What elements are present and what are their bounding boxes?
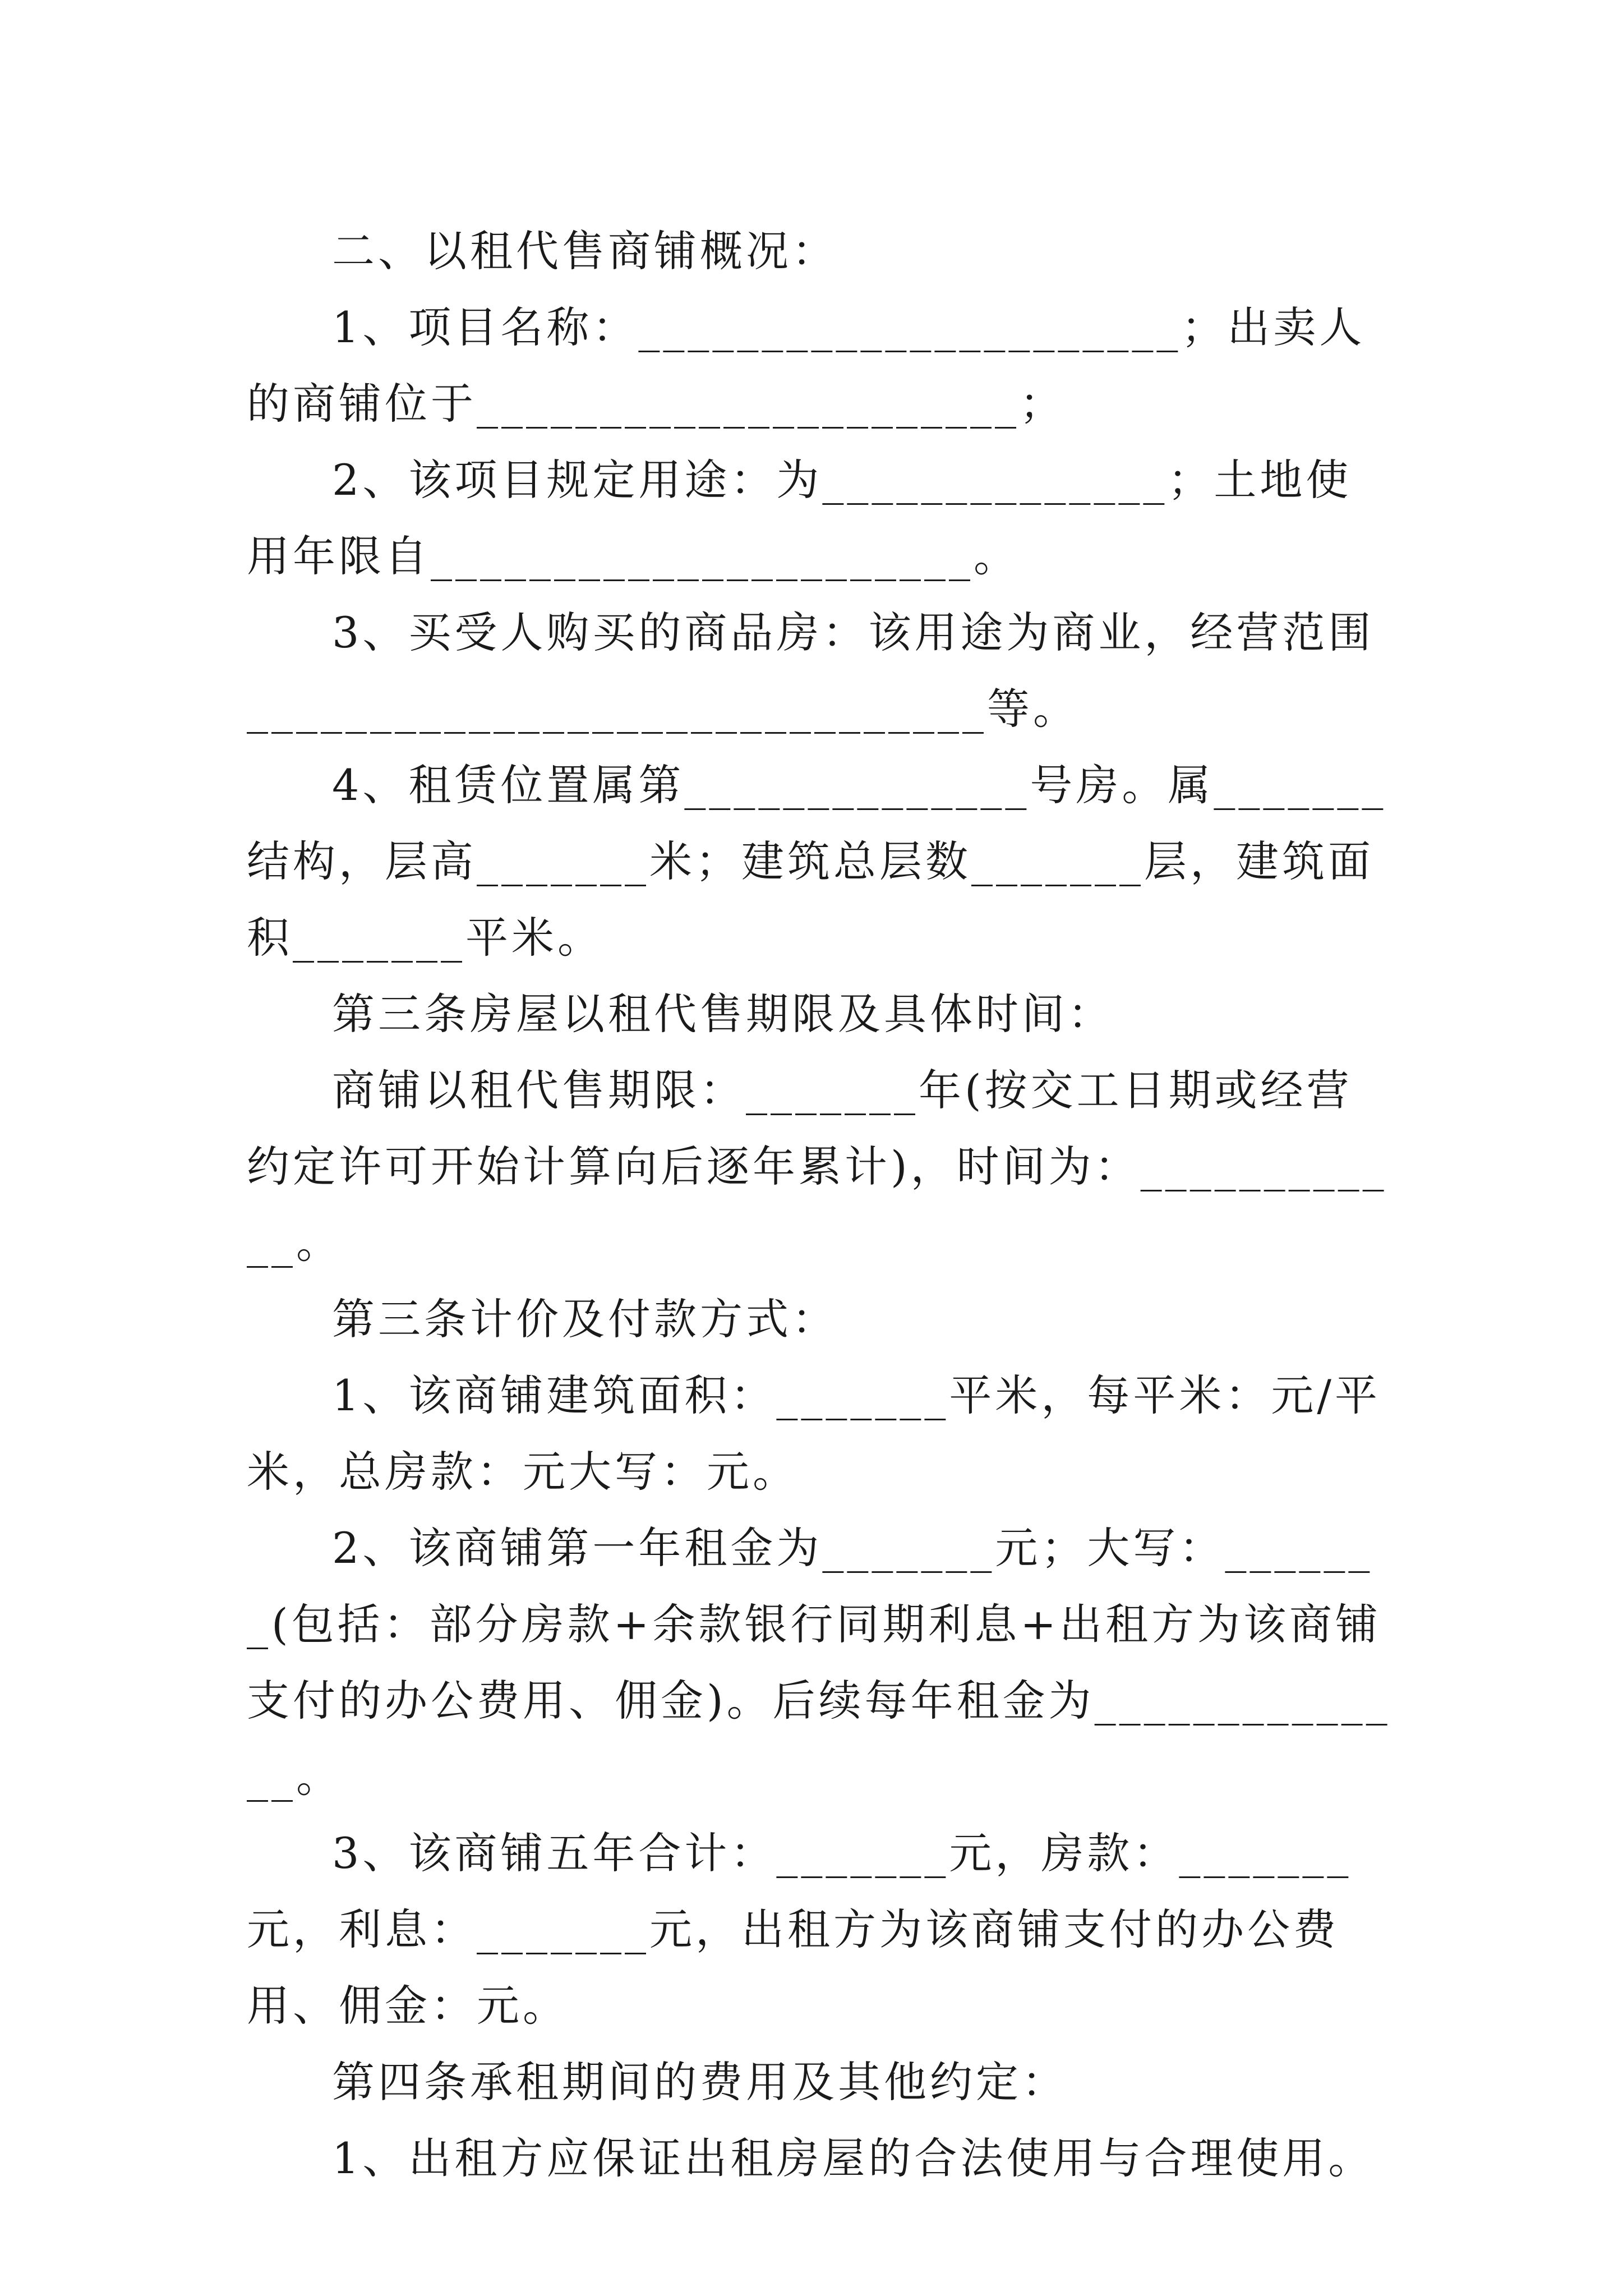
- paragraph-project-use: 2、该项目规定用途：为______________；土地使用年限自______________________。: [247, 455, 1352, 581]
- paragraph-lease-location: 4、租赁位置属第______________号房。属_______结构，层高_______米；建筑总层数_______层，建筑面积_______平米。: [247, 760, 1387, 963]
- paragraph-five-year-total: 3、该商铺五年合计：_______元，房款：_______元，利息：_______元，出租方为该商铺支付的办公费用、佣金：元。: [247, 1828, 1352, 2031]
- document-body: [247, 213, 1391, 2197]
- paragraph-lessor-guarantee: 1、出租方应保证出租房屋的合法使用与合理使用。: [332, 2133, 1375, 2183]
- paragraph-first-year-rent: 2、该商铺第一年租金为_______元；大写：_______(包括：部分房款+余款银行同期利息+出租方为该商铺支付的办公费用、佣金)。后续每年租金为______________。: [247, 1523, 1391, 1802]
- section-heading-shop-overview: 二、以租代售商铺概况：: [332, 226, 838, 276]
- section-heading-pricing: 第三条计价及付款方式：: [332, 1294, 838, 1344]
- paragraph-floor-area-price: 1、该商铺建筑面积：_______平米，每平米：元/平米，总房款：元大写：元。: [247, 1370, 1381, 1497]
- section-heading-fees: 第四条承租期间的费用及其他约定：: [332, 2057, 1068, 2107]
- paragraph-project-name: 1、项目名称：______________________；出卖人的商铺位于______________________；: [247, 302, 1366, 429]
- section-heading-lease-term: 第三条房屋以租代售期限及具体时间：: [332, 989, 1114, 1039]
- paragraph-buyer-property: 3、买受人购买的商品房：该用途为商业，经营范围______________________________等。: [247, 608, 1375, 734]
- paragraph-lease-period: 商铺以租代售期限：_______年(按交工日期或经营约定许可开始计算向后逐年累计)，时间为：____________。: [247, 1065, 1387, 1268]
